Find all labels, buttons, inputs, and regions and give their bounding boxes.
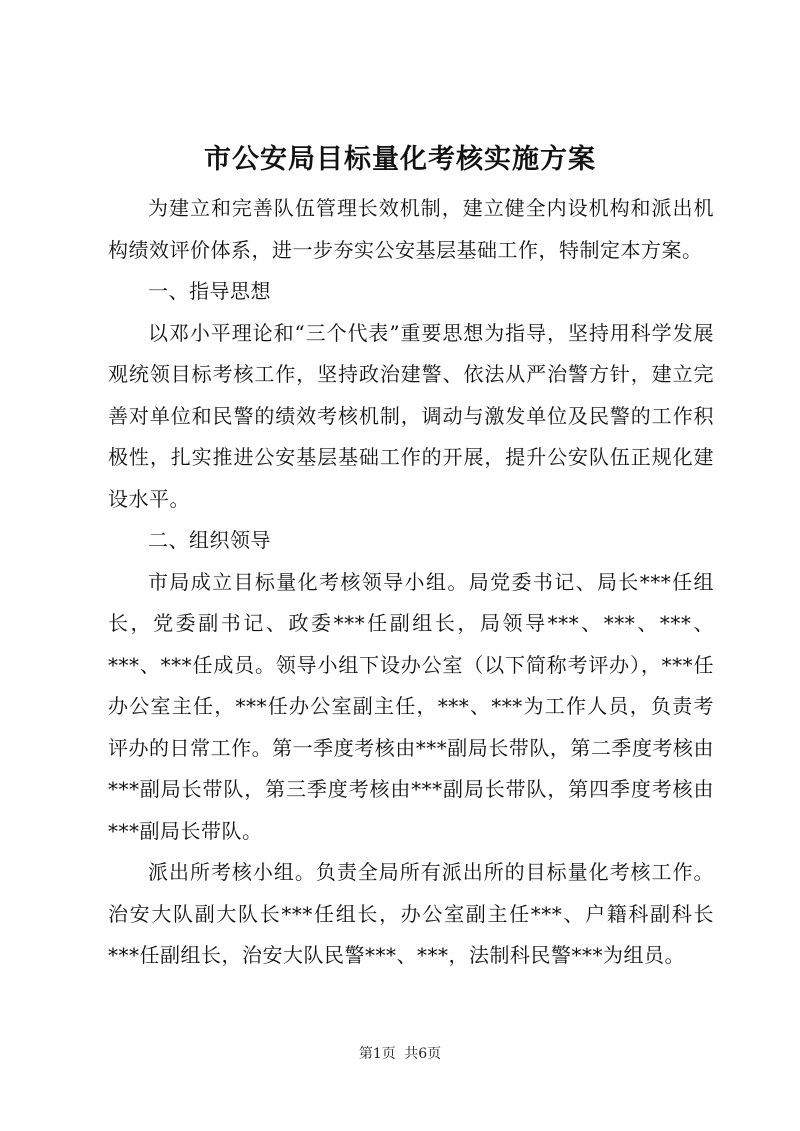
document-title: 市公安局目标量化考核实施方案 — [204, 144, 596, 175]
page-number: 第1页 — [358, 1046, 396, 1062]
police-station-group-paragraph: 派出所考核小组。负责全局所有派出所的目标量化考核工作。治安大队副大队长***任组长，办公室副主任***、户籍科副科长***任副组长，治安大队民警***、***，法制科民警***为组员。 — [108, 860, 714, 967]
document-body — [108, 188, 714, 977]
section-heading-organization: 二、组织领导 — [148, 528, 271, 552]
intro-paragraph: 为建立和完善队伍管理长效机制，建立健全内设机构和派出机构绩效评价体系，进一步夯实公安基层基础工作，特制定本方案。 — [108, 196, 714, 262]
guiding-ideology-paragraph: 以邓小平理论和“三个代表”重要思想为指导，坚持用科学发展观统领目标考核工作，坚持政治建警、依法从严治警方针，建立完善对单位和民警的绩效考核机制，调动与激发单位及民警的工作积极性，扎实推进公安基层基础工作的开展，提升公安队伍正规化建设水平。 — [108, 320, 714, 511]
page-total: 共6页 — [404, 1046, 442, 1062]
section-heading-guiding-ideology: 一、指导思想 — [148, 279, 271, 303]
page-footer — [0, 1044, 800, 1064]
organization-paragraph: 市局成立目标量化考核领导小组。局党委书记、局长***任组长，党委副书记、政委***任副组长，局领导***、***、***、***、***任成员。领导小组下设办公室（以下简称考评办），***任办公室主任，***任办公室副主任，***、***为工作人员，负责考评办的日常工作。第一季度考核由***副局长带队，第二季度考核由***副局长带队，第三季度考核由***副局长带队，第四季度考核由***副局长带队。 — [108, 569, 714, 843]
